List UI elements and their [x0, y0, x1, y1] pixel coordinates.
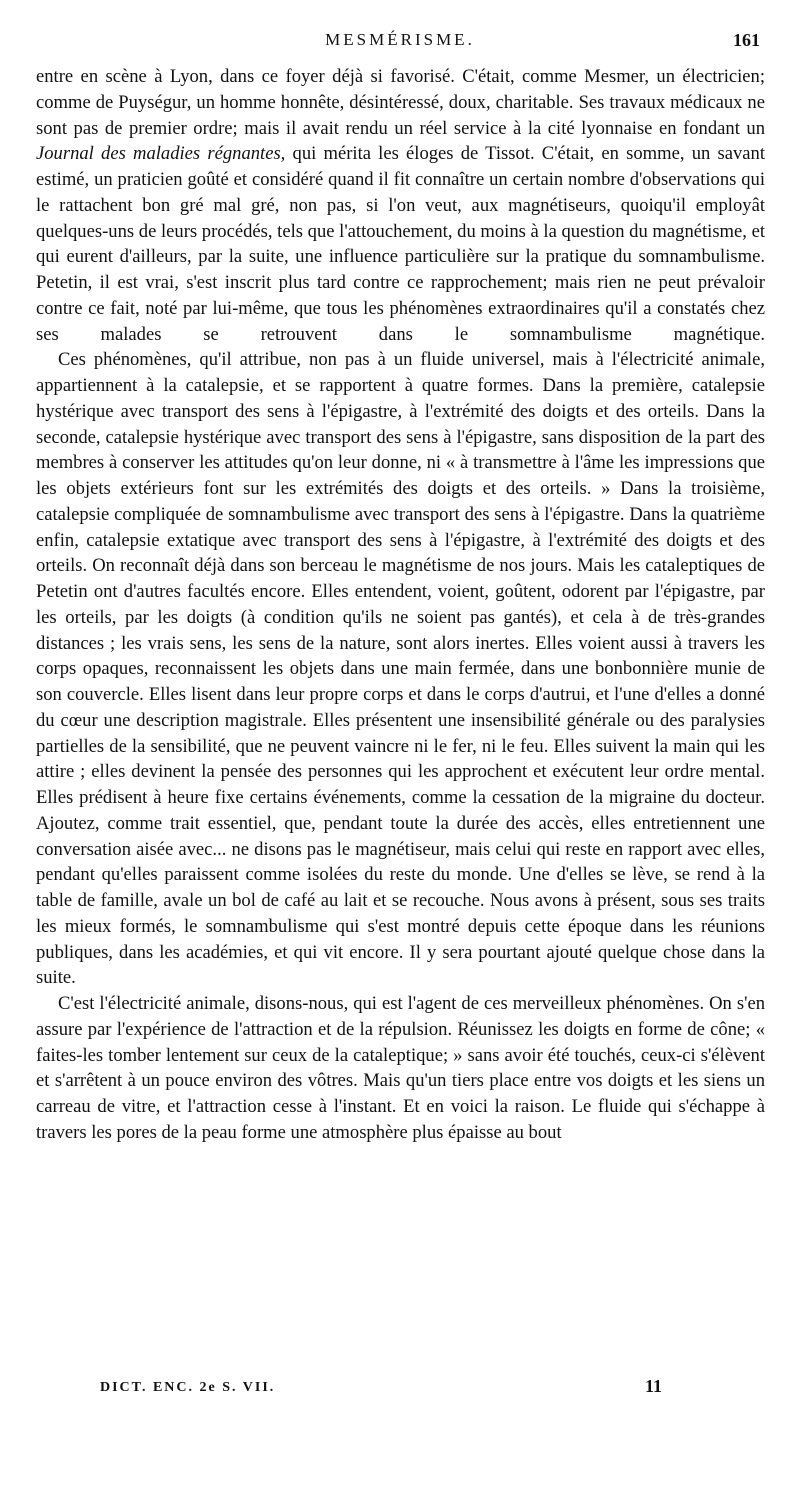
body-text [36, 64, 765, 1146]
page-number: 161 [733, 30, 760, 50]
paragraph-2: Ces phénomènes, qu'il attribue, non pas à un fluide universel, mais à l'électricité animale, appartiennent à la catalepsie, et se rapportent à quatre formes. Dans la première, catalepsie hystérique avec transport des sens à l'épigastre, à l'extrémité des doigts et des orteils. Dans la seconde, catalepsie hystérique avec transport des sens à l'épigastre, sans disposition de la part des membres à conserver les attitudes qu'on leur donne, ni « à transmettre à l'âme les impressions que les objets extérieurs font sur les extrémités des doigts et des orteils. » Dans la troisième, catalepsie compliquée de somnambulisme avec transport des sens à l'épigastre. Dans la quatrième enfin, catalepsie extatique avec transport des sens à l'épigastre, à l'extrémité des doigts et des orteils. On reconnaît déjà dans son berceau le magnétisme de nos jours. Mais les cataleptiques de Petetin ont d'autres facultés encore. Elles entendent, voient, goûtent, odorent par l'épigastre, par les orteils, par les doigts (à condition qu'ils ne soient pas gantés), et cela à de très-grandes distances ; les vrais sens, les sens de la nature, sont alors inertes. Elles voient aussi à travers les corps opaques, reconnaissent les objets dans une main fermée, dans une bonbonnière munie de son couvercle. Elles lisent dans leur propre corps et dans le corps d'autrui, et l'une d'elles a donné du cœur une description magistrale. Elles présentent une insensibilité générale ou des paralysies partielles de la sensibilité, que ne peuvent vaincre ni le fer, ni le feu. Elles suivent la main qui les attire ; elles devinent la pensée des personnes qui les approchent et exécutent leur ordre mental. Elles prédisent à heure fixe certains événements, comme la cessation de la migraine du docteur. Ajoutez, comme trait essentiel, que, pendant toute la durée des accès, elles entretiennent une conversation aisée avec... ne disons pas le magnétiseur, mais celui qui reste en rapport avec elles, pendant qu'elles paraissent comme isolées du reste du monde. Une d'elles se lève, se rend à la table de famille, avale un bol de café au lait et se recouche. Nous avons à présent, sous ses traits les mieux formés, le somnambulisme qui s'est montré depuis cette époque dans les réunions publiques, dans les académies, et qui vit encore. Il y sera pourtant ajouté quelque chose dans la suite. [36, 349, 765, 989]
printer-signature: DICT. ENC. 2e S. VII. [100, 1380, 276, 1395]
page-header [36, 30, 764, 56]
journal-title: Journal des maladies régnantes, [36, 143, 286, 165]
running-head: MESMÉRISME. [325, 30, 475, 49]
paragraph-1 [36, 64, 765, 347]
paragraph-1-lead: entre en scène à Lyon, dans ce foyer déjà si favorisé. C'était, comme Mesmer, un électricien; comme de Puységur, un homme honnête, désintéressé, doux, charitable. Ses travaux médicaux ne sont pas de premier ordre; mais il avait rendu un réel service à la cité lyonnaise en fondant un [36, 66, 765, 139]
paragraph-3: C'est l'électricité animale, disons-nous, qui est l'agent de ces merveilleux phénomènes. On s'en assure par l'expérience de l'attraction et de la répulsion. Réunissez les doigts en forme de cône; « faites-les tomber lentement sur ceux de la cataleptique; » sans avoir été touchés, ceux-ci s'élèvent et s'arrêtent à un pouce environ des vôtres. Mais qu'un tiers place entre vos doigts et les siens un carreau de vitre, et l'attraction cesse à l'instant. Et en voici la raison. Le fluide qui s'échappe à travers les pores de la peau forme une atmosphère plus épaisse au bout [36, 993, 765, 1143]
page-footer [100, 1376, 700, 1404]
signature-number: 11 [645, 1376, 663, 1396]
paragraph-1-rest: qui mérita les éloges de Tissot. C'était, en somme, un savant estimé, un praticien goûté et considéré quand il fit connaître un certain nombre d'observations qui le rattachent bon gré mal gré, non pas, si l'on veut, aux magnétiseurs, quoiqu'il employât quelques-uns de leurs procédés, tels que l'attouchement, du moins à la question du magnétisme, et qui eurent d'ailleurs, par la suite, une influence particulière sur la pratique du somnambulisme. Petetin, il est vrai, s'est inscrit plus tard contre ce rapprochement; mais rien ne peut prévaloir contre ce fait, noté par lui-même, que tous les phénomènes extraordinaires qu'il a constatés chez ses malades se retrouvent dans le somnambulisme magnétique. [36, 143, 765, 345]
